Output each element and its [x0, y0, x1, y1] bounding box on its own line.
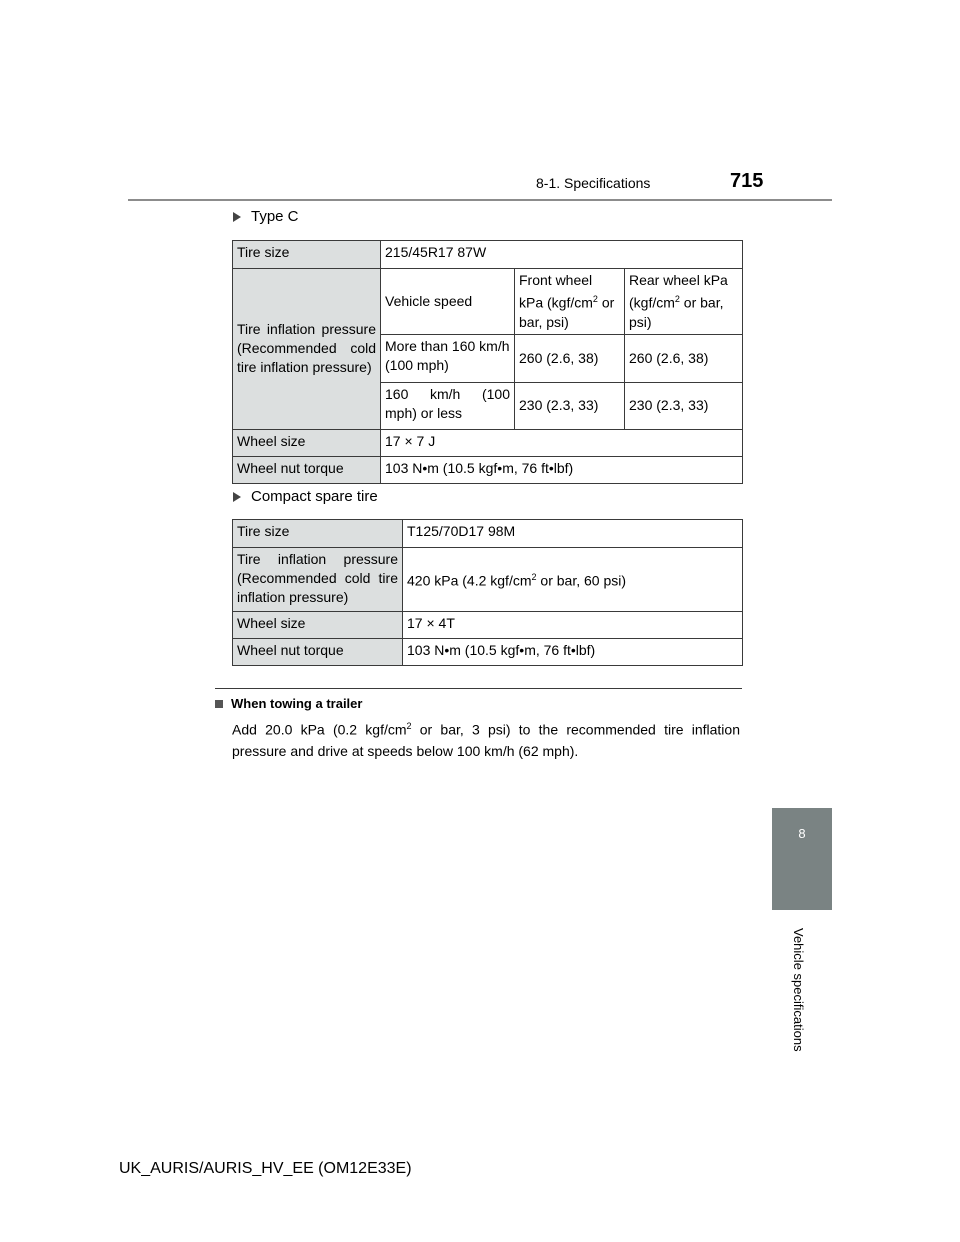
towing-body-text-b: or bar, 3 psi) to the recommended tire inflation pressure and drive at speeds below 100 km/h (62 mph).: [232, 721, 740, 759]
type-c-spec-table: [232, 240, 743, 484]
towing-body-sup: 2: [406, 721, 412, 731]
col-front-wheel-text-b: or bar, psi): [519, 294, 615, 330]
pressure-label: Tire inflation pressure (Recommended cold tire inflation pressure): [233, 548, 403, 612]
tire-size-value: T125/70D17 98M: [403, 520, 743, 548]
towing-body: [232, 716, 740, 762]
tire-size-label: Tire size: [233, 520, 403, 548]
col-front-wheel: [515, 269, 625, 335]
pressure-value-sup: 2: [531, 572, 537, 583]
document-id: UK_AURIS/AURIS_HV_EE (OM12E33E): [119, 1160, 412, 1177]
col-vehicle-speed: Vehicle speed: [381, 269, 515, 335]
towing-heading: [215, 696, 362, 711]
type-c-heading: [233, 208, 299, 225]
rear-pressure-cell: 230 (2.3, 33): [625, 382, 743, 429]
wheel-size-label: Wheel size: [233, 612, 403, 639]
pressure-label: [233, 269, 381, 430]
type-c-heading-text: Type C: [251, 208, 299, 225]
speed-cell: More than 160 km/h (100 mph): [381, 334, 515, 382]
col-rear-wheel: [625, 269, 743, 335]
pressure-value-text: 420 kPa (4.2 kgf/cm: [407, 572, 532, 589]
nut-torque-value: 103 N•m (10.5 kgf•m, 76 ft•lbf): [381, 456, 743, 483]
pressure-value: [403, 548, 743, 612]
nut-torque-value: 103 N•m (10.5 kgf•m, 76 ft•lbf): [403, 639, 743, 666]
chapter-tab: [772, 808, 832, 910]
triangle-bullet-icon: [233, 212, 241, 222]
front-pressure-cell: 230 (2.3, 33): [515, 382, 625, 429]
pressure-value-text-b: or bar, 60 psi): [536, 572, 627, 589]
chapter-title: Vehicle specifications: [791, 928, 806, 1052]
page-number: 715: [730, 170, 764, 192]
nut-torque-label: Wheel nut torque: [233, 456, 381, 483]
towing-heading-text: When towing a trailer: [231, 696, 363, 711]
compact-spare-heading: [233, 488, 378, 505]
wheel-size-label: Wheel size: [233, 429, 381, 456]
col-rear-wheel-sup: 2: [674, 294, 680, 304]
col-rear-wheel-text: Rear wheel kPa (kgf/cm: [629, 272, 728, 311]
tire-size-value: 215/45R17 87W: [381, 241, 743, 269]
compact-spare-spec-table: [232, 519, 743, 666]
pressure-label-text: Tire inflation pressure (Recommended cold tire inflation pressure): [237, 321, 376, 376]
section-title: 8-1. Specifications: [536, 175, 651, 191]
section-divider: [215, 688, 742, 689]
wheel-size-value: 17 × 4T: [403, 612, 743, 639]
rear-pressure-cell: 260 (2.6, 38): [625, 334, 743, 382]
tire-size-label: Tire size: [233, 241, 381, 269]
chapter-number: 8: [798, 826, 806, 841]
square-bullet-icon: [215, 700, 223, 708]
col-front-wheel-sup: 2: [592, 294, 598, 304]
col-front-wheel-text: Front wheel kPa (kgf/cm: [519, 272, 593, 311]
triangle-bullet-icon: [233, 492, 241, 502]
compact-spare-heading-text: Compact spare tire: [251, 488, 378, 505]
col-rear-wheel-text-b: or bar, psi): [629, 294, 724, 330]
towing-body-text: Add 20.0 kPa (0.2 kgf/cm: [232, 721, 407, 738]
speed-cell: 160 km/h (100 mph) or less: [381, 382, 515, 429]
nut-torque-label: Wheel nut torque: [233, 639, 403, 666]
header-divider: [128, 199, 832, 201]
wheel-size-value: 17 × 7 J: [381, 429, 743, 456]
front-pressure-cell: 260 (2.6, 38): [515, 334, 625, 382]
